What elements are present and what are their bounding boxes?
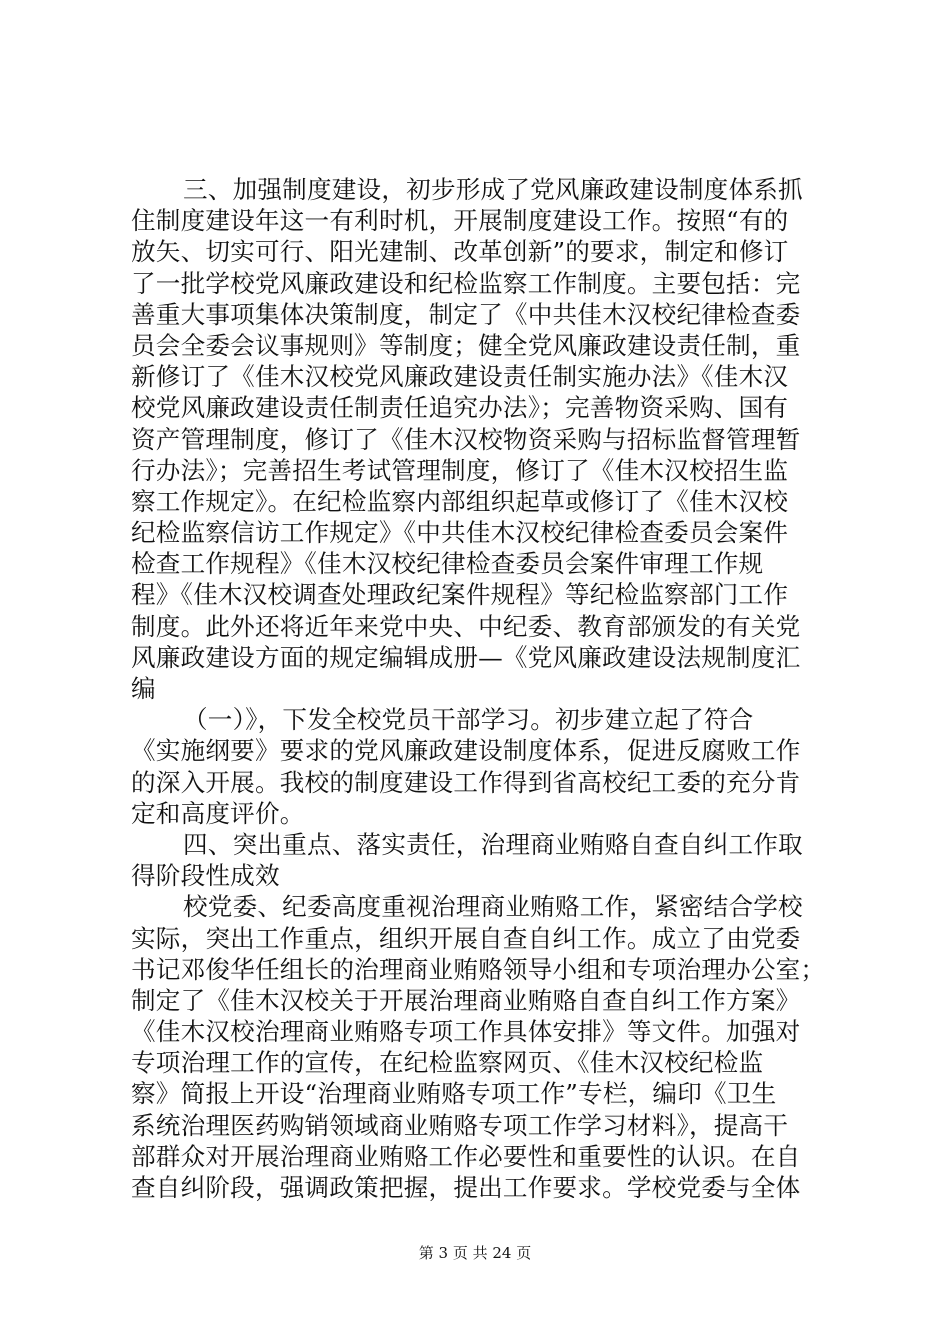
text-line: 定和高度评价。 (131, 798, 305, 828)
text-line: 查自纠阶段，强调政策把握，提出工作要求。学校党委与全体 (131, 1173, 801, 1202)
text-line: 行办法》；完善招生考试管理制度，修订了《佳木汉校招生监 (131, 455, 789, 485)
text-line: 放矢、切实可行、阳光建制、改革创新”的要求，制定和修订 (131, 237, 789, 267)
text-line: 程》《佳木汉校调查处理政纪案件规程》等纪检监察部门工作 (131, 580, 789, 610)
text-line: 实际，突出工作重点，组织开展自查自纠工作。成立了由党委 (131, 923, 801, 953)
text-line: 新修订了《佳木汉校党风廉政建设责任制实施办法》《佳木汉 (131, 362, 789, 392)
text-line: 的深入开展。我校的制度建设工作得到省高校纪工委的充分肯 (131, 767, 801, 797)
text-line: 《实施纲要》要求的党风廉政建设制度体系，促进反腐败工作 (131, 736, 801, 766)
text-line: 制度。此外还将近年来党中央、中纪委、教育部颁发的有关党 (131, 611, 801, 641)
text-line: 系统治理医药购销领域商业贿赂专项工作学习材料》，提高干 (131, 1110, 789, 1140)
text-line: 编 (131, 674, 156, 703)
text-line: 校党委、纪委高度重视治理商业贿赂工作，紧密结合学校 (183, 892, 803, 922)
text-line: 三、加强制度建设，初步形成了党风廉政建设制度体系抓 (183, 175, 803, 204)
text-line: 部群众对开展治理商业贿赂工作必要性和重要性的认识。在自 (131, 1141, 801, 1171)
text-line: 察》简报上开设“治理商业贿赂专项工作”专栏，编印《卫生 (131, 1079, 777, 1109)
text-line: 风廉政建设方面的规定编辑成册—《党风廉政建设法规制度汇 (131, 642, 801, 672)
text-line: 察工作规定》。在纪检监察内部组织起草或修订了《佳木汉校 (131, 486, 789, 516)
text-line: 校党风廉政建设责任制责任追究办法》；完善物资采购、国有 (131, 393, 789, 423)
text-line: 检查工作规程》《佳木汉校纪律检查委员会案件审理工作规 (131, 549, 764, 579)
text-line: 得阶段性成效 (131, 861, 280, 891)
text-line: 《佳木汉校治理商业贿赂专项工作具体安排》等文件。加强对 (131, 1017, 801, 1047)
text-line: 四、突出重点、落实责任，治理商业贿赂自查自纠工作取 (183, 829, 803, 859)
text-line: 员会全委会议事规则》等制度；健全党风廉政建设责任制，重 (131, 330, 801, 360)
document-body (131, 174, 831, 1203)
text-line: 书记邓俊华任组长的治理商业贿赂领导小组和专项治理办公室； (131, 954, 826, 984)
page-footer: 第 3 页 共 24 页 (418, 1244, 532, 1262)
text-line: 资产管理制度，修订了《佳木汉校物资采购与招标监督管理暂 (131, 424, 801, 454)
text-line: 了一批学校党风廉政建设和纪检监察工作制度。主要包括：完 (131, 268, 801, 298)
text-line: 专项治理工作的宣传，在纪检监察网页、《佳木汉校纪检监 (131, 1048, 764, 1078)
text-line: 制定了《佳木汉校关于开展治理商业贿赂自查自纠工作方案》 (131, 985, 801, 1015)
text-line: 纪检监察信访工作规定》《中共佳木汉校纪律检查委员会案件 (131, 518, 789, 548)
text-line: 住制度建设年这一有利时机，开展制度建设工作。按照“有的 (131, 206, 789, 236)
text-line: 善重大事项集体决策制度，制定了《中共佳木汉校纪律检查委 (131, 299, 801, 329)
text-line: （一）》，下发全校党员干部学习。初步建立起了符合 (183, 705, 754, 735)
